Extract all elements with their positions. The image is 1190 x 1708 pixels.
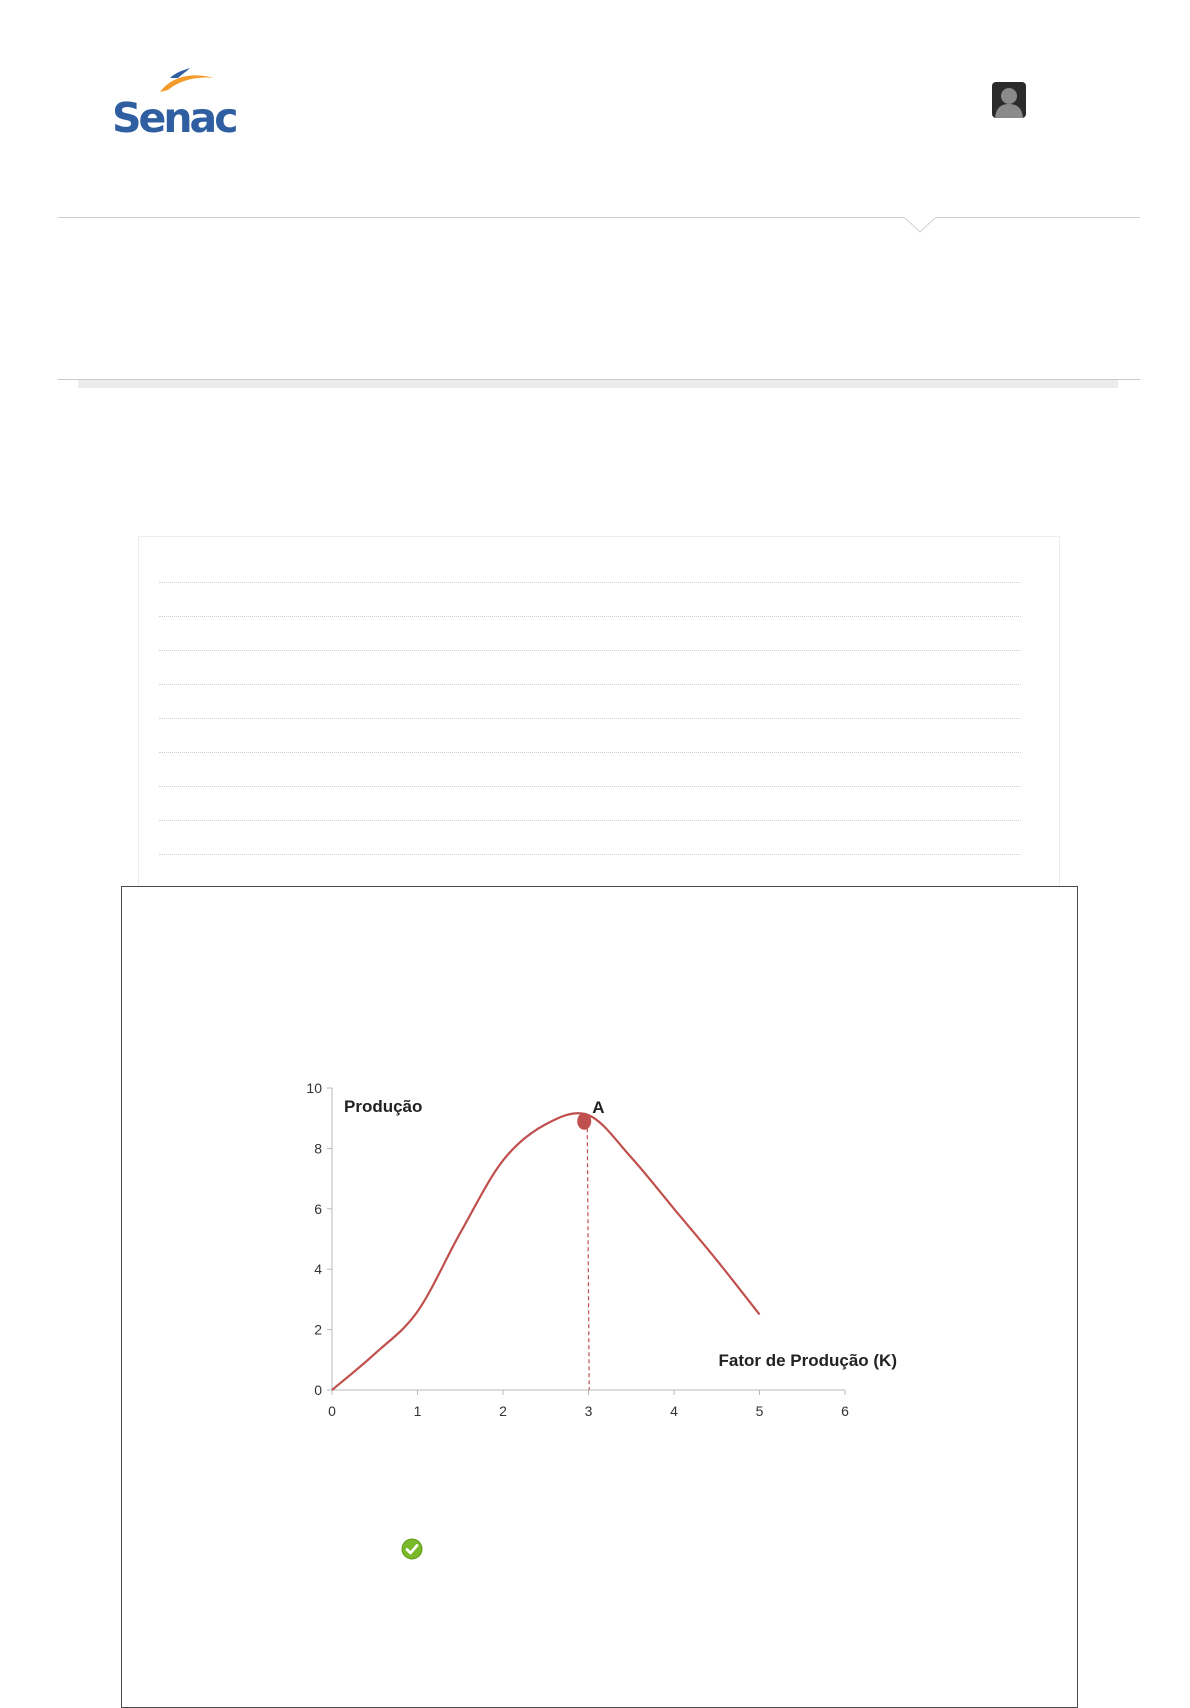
content-band-shadow	[78, 380, 1118, 388]
text-line	[159, 752, 1021, 753]
y-tick-label: 8	[314, 1140, 322, 1157]
y-tick-label: 2	[314, 1321, 322, 1338]
senac-logo[interactable]	[112, 64, 236, 144]
x-tick-label: 6	[841, 1403, 849, 1419]
text-line	[159, 582, 1021, 583]
point-a-label: A	[592, 1098, 605, 1118]
x-tick-label: 1	[413, 1403, 422, 1419]
production-chart-svg	[277, 1070, 927, 1440]
text-line	[159, 786, 1021, 787]
x-tick-label: 5	[755, 1403, 764, 1419]
logo-wordmark: Senac	[112, 94, 236, 142]
production-curve	[332, 1113, 760, 1390]
text-line	[159, 820, 1021, 821]
y-tick-label: 6	[314, 1200, 322, 1217]
header-divider	[58, 217, 1140, 218]
point-a-dropline	[587, 1121, 589, 1390]
y-axis-label: Produção	[344, 1097, 423, 1116]
y-tick-label: 10	[306, 1080, 322, 1096]
y-tick-label: 0	[314, 1382, 322, 1398]
x-tick-label: 3	[584, 1403, 593, 1419]
x-tick-label: 0	[328, 1403, 336, 1419]
point-a-marker	[577, 1113, 591, 1130]
text-line	[159, 616, 1021, 617]
user-avatar-icon[interactable]	[992, 82, 1026, 118]
text-line	[159, 650, 1021, 651]
menu-indicator-caret-icon[interactable]	[904, 217, 936, 233]
y-tick-label: 4	[314, 1261, 322, 1278]
x-tick-label: 4	[670, 1403, 678, 1419]
production-chart	[277, 1070, 927, 1440]
check-circle-icon	[401, 1538, 423, 1560]
text-line	[159, 718, 1021, 719]
x-tick-label: 2	[499, 1403, 507, 1419]
text-line	[159, 854, 1021, 855]
text-line	[159, 684, 1021, 685]
lined-text-card	[138, 536, 1060, 889]
x-axis-label: Fator de Produção (K)	[718, 1350, 897, 1370]
